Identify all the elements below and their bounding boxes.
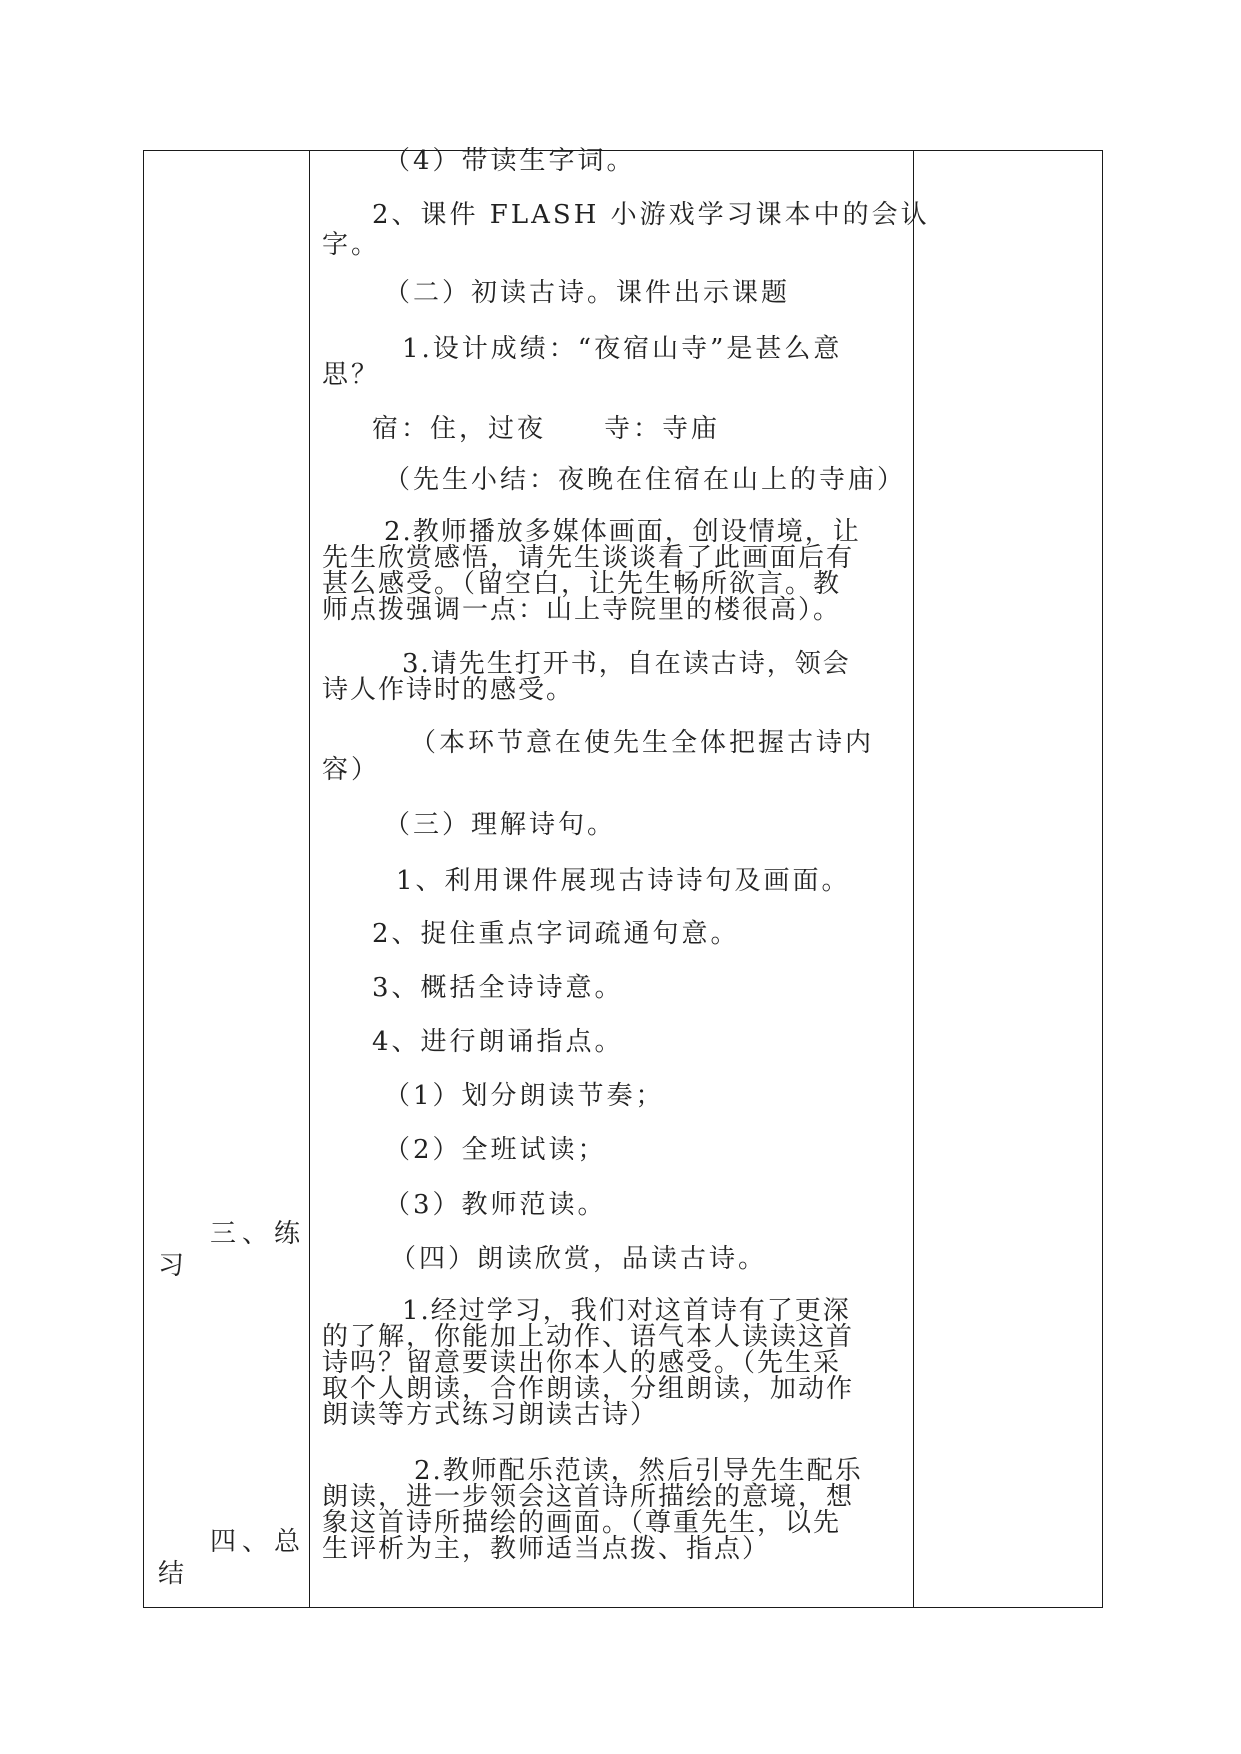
content-line: 宿：住，过夜 寺：寺庙 xyxy=(372,414,721,444)
content-line: （先生小结：夜晚在住宿在山上的寺庙） xyxy=(384,465,907,495)
content-line: 2.教师播放多媒体画面，创设情境，让 xyxy=(384,517,861,547)
content-line: 1.经过学习，我们对这首诗有了更深 xyxy=(402,1296,851,1326)
content-line: 取个人朗读，合作朗读，分组朗读，加动作 xyxy=(322,1374,855,1404)
content-line: 诗吗？留意要读出你本人的感受。（先生采 xyxy=(322,1348,842,1378)
content-line: 3、概括全诗诗意。 xyxy=(372,973,624,1003)
content-line: 3.请先生打开书，自在读古诗，领会 xyxy=(402,649,851,679)
content-line: 甚么感受。（留空白，让先生畅所欲言。教 xyxy=(322,569,842,599)
content-line: 朗读等方式练习朗读古诗） xyxy=(322,1400,659,1430)
content-line: 2.教师配乐范读，然后引导先生配乐 xyxy=(414,1456,863,1486)
content-line: （2）全班试读； xyxy=(384,1135,607,1165)
content-line: （4）带读生字词。 xyxy=(384,146,636,176)
content-line: 先生欣赏感悟，请先生谈谈看了此画面后有 xyxy=(322,543,855,573)
content-line: 朗读，进一步领会这首诗所描绘的意境，想 xyxy=(322,1482,855,1512)
content-line: （3）教师范读。 xyxy=(384,1190,607,1220)
content-line: 字。 xyxy=(322,230,381,260)
content-line: 4、进行朗诵指点。 xyxy=(372,1027,624,1057)
column-divider-right xyxy=(913,151,914,1607)
content-line: （二）初读古诗。课件出示课题 xyxy=(384,278,791,308)
content-line: 思？ xyxy=(322,360,381,390)
content-line: 2、课件 FLASH 小游戏学习课本中的会认 xyxy=(372,200,930,230)
content-line: 生评析为主，教师适当点拨、指点） xyxy=(322,1534,771,1564)
stage-label-summary-line2: 结 xyxy=(158,1559,191,1589)
stage-label-practice-line1: 三、练 xyxy=(210,1219,307,1249)
content-line: 象这首诗所描绘的画面。（尊重先生，以先 xyxy=(322,1508,842,1538)
content-line: （1）划分朗读节奏； xyxy=(384,1081,665,1111)
stage-label-practice-line2: 习 xyxy=(158,1251,191,1281)
content-line: （四）朗读欣赏，品读古诗。 xyxy=(390,1244,768,1274)
content-line: 师点拨强调一点：山上寺院里的楼很高）。 xyxy=(322,595,842,625)
content-line: 1、利用课件展现古诗诗句及画面。 xyxy=(396,866,851,896)
content-line: 诗人作诗时的感受。 xyxy=(322,675,575,705)
stage-label-summary-line1: 四、总 xyxy=(210,1527,307,1557)
content-line: 1.设计成绩：“夜宿山寺”是甚么意 xyxy=(402,334,843,364)
content-line: 容） xyxy=(322,755,381,785)
content-line: 的了解，你能加上动作、语气本人读读这首 xyxy=(322,1322,855,1352)
content-line: 2、捉住重点字词疏通句意。 xyxy=(372,919,740,949)
content-line: （本环节意在使先生全体把握古诗内 xyxy=(410,728,875,758)
content-line: （三）理解诗句。 xyxy=(384,810,617,840)
column-divider-left xyxy=(309,151,310,1607)
